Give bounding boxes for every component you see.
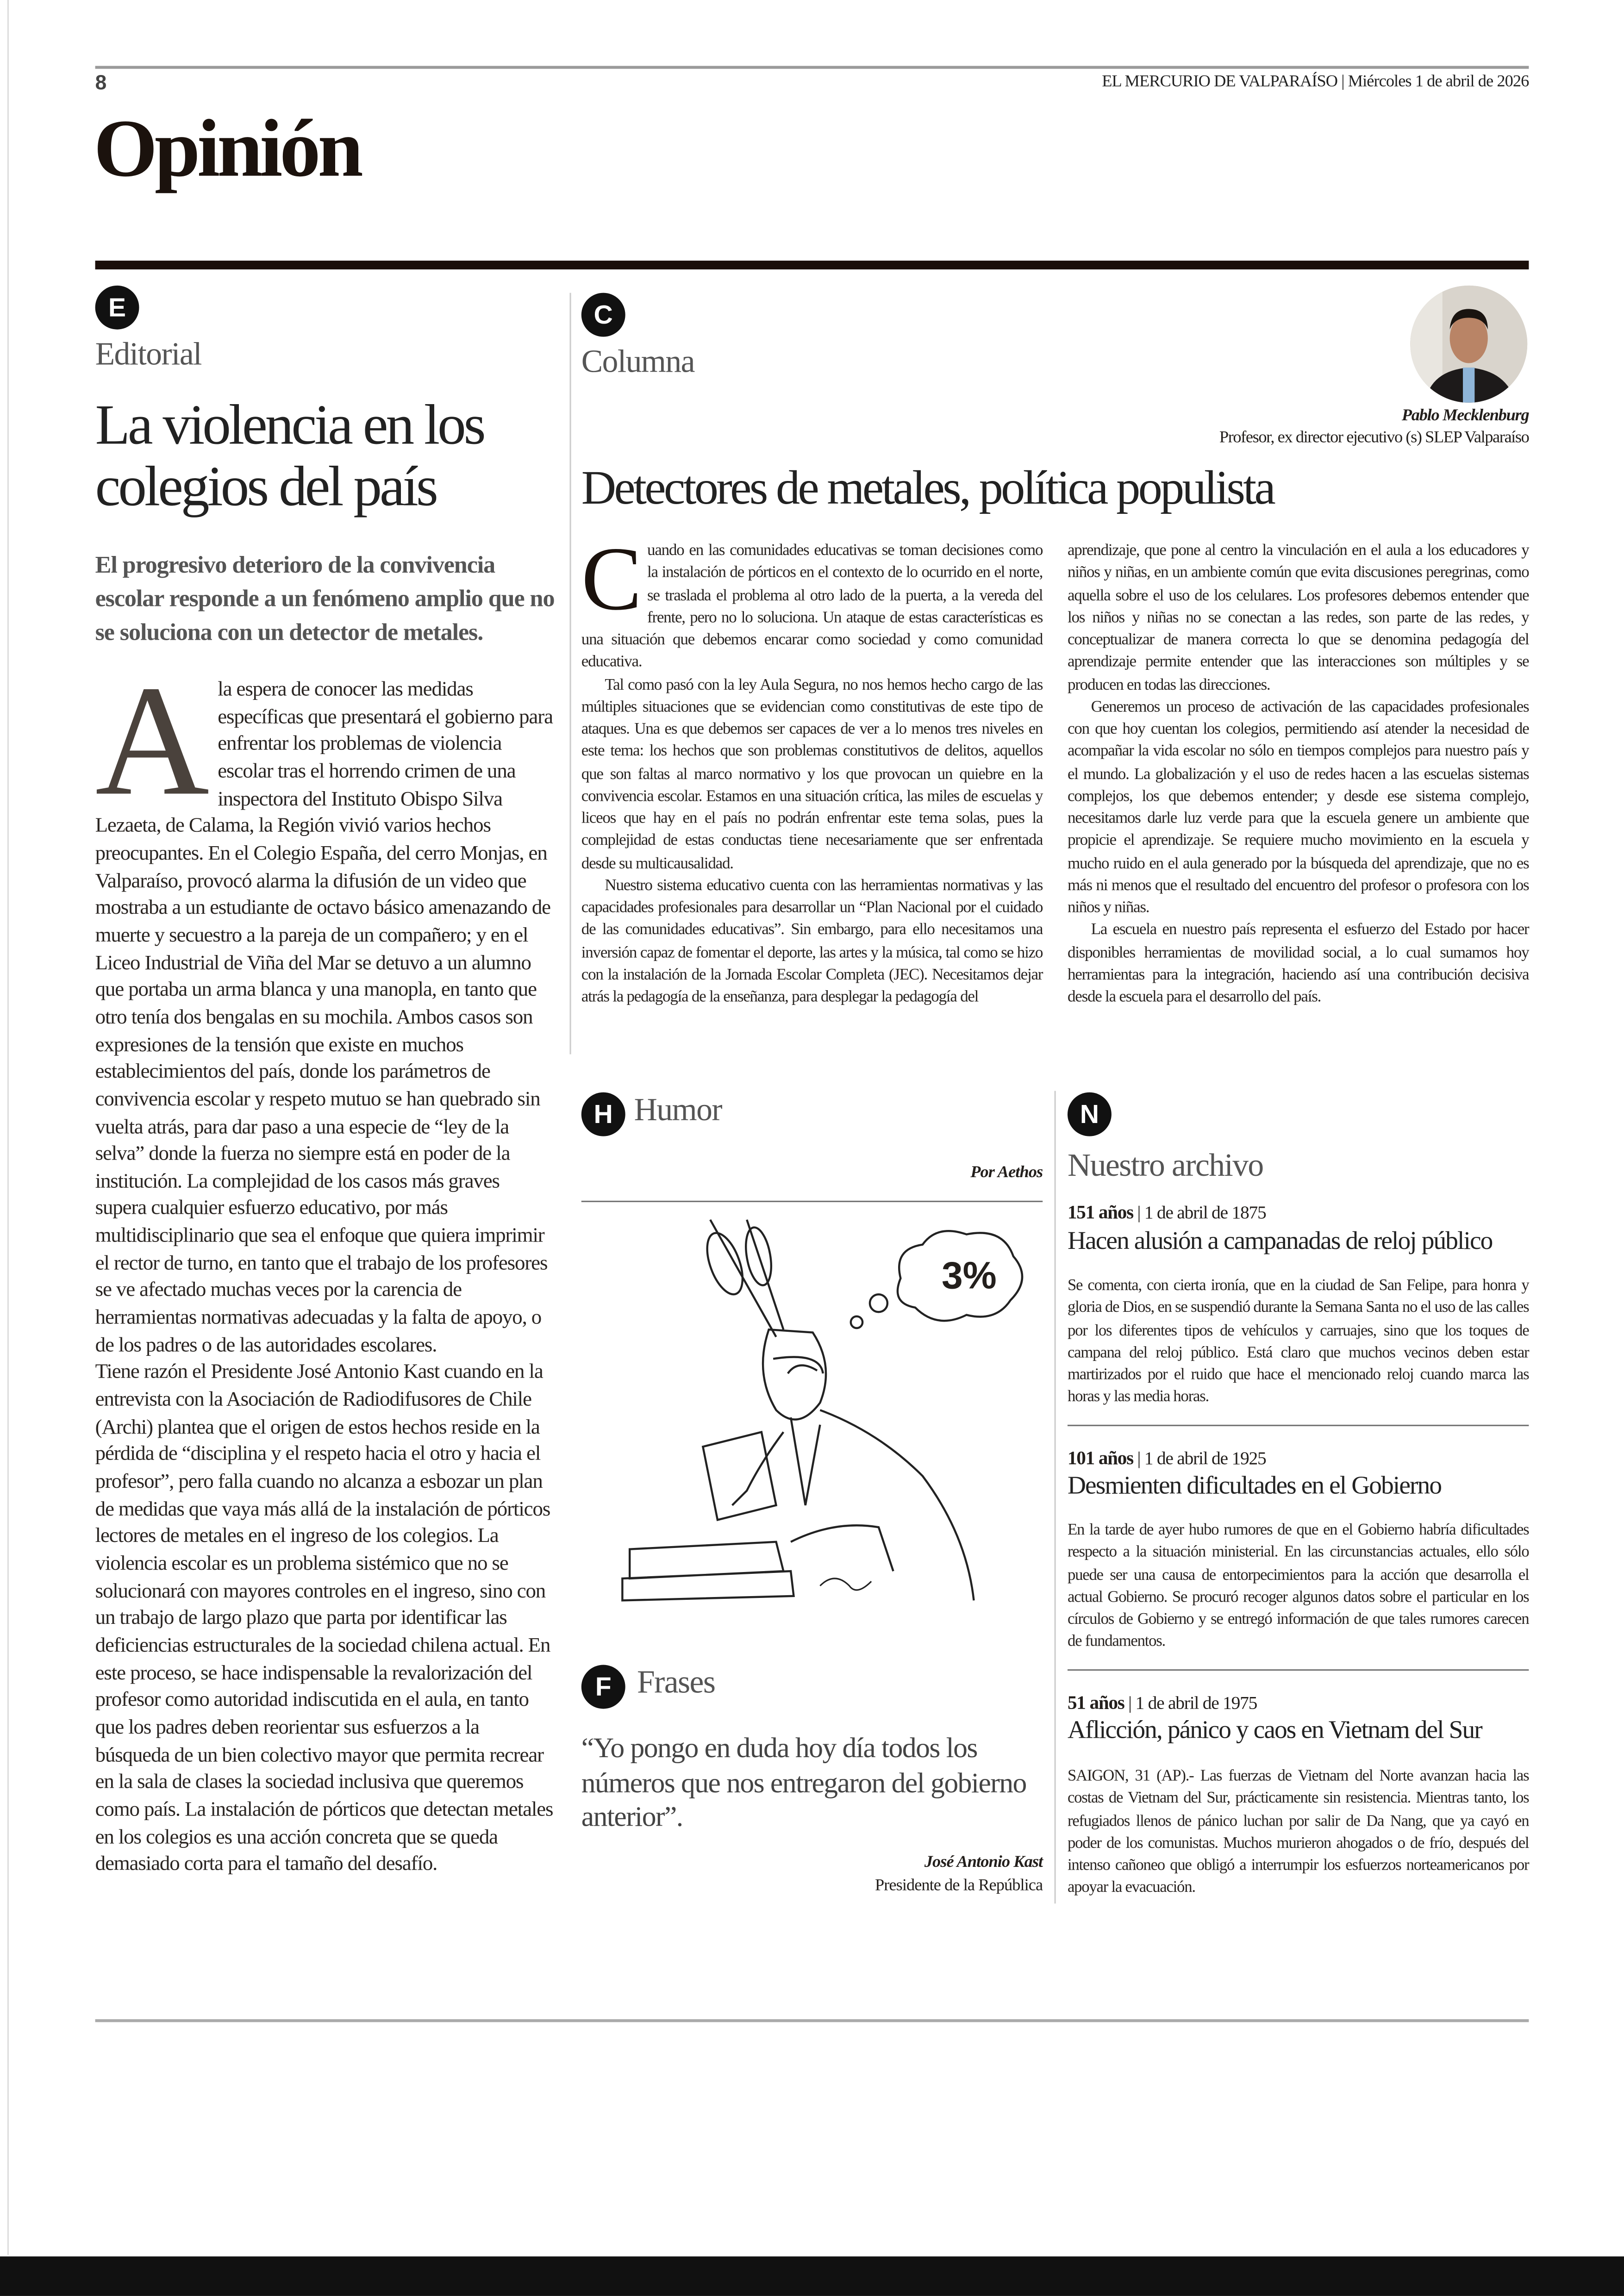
- editorial-body: [95, 654, 555, 1878]
- author-role: Profesor, ex director ejecutivo (s) SLEP Valparaíso: [1219, 429, 1529, 447]
- column-kicker: Columna: [581, 343, 694, 380]
- archive-years: 101 años: [1067, 1447, 1133, 1469]
- page-number: 8: [95, 70, 107, 94]
- archive-item-meta: 101 años | 1 de abril de 1925: [1067, 1447, 1266, 1469]
- cartoon: [600, 1212, 1032, 1610]
- editorial-kicker: Editorial: [95, 335, 201, 372]
- bottom-rule: [95, 2019, 1529, 2022]
- archive-body: En la tarde de ayer hubo rumores de que en el Gobierno habría dificultades respecto a la situación ministerial. En las circunstancias actuales, ello sólo puede ser una causa de entorpecimientos para la acción que desarrolla el actual Gobierno. Se procuró recoger algunos datos sobre el particular en los círculos de Gobierno y se entregó información de que tales rumores carecen de fundamentos.: [1067, 1521, 1529, 1651]
- archive-headline: Aflicción, pánico y caos en Vietnam del Sur: [1067, 1715, 1482, 1744]
- editorial-paragraph: Tiene razón el Presidente José Antonio Kast cuando en la entrevista con la Asociación de Radiodifusores de Chile (Archi) plantea que el origen de estos hechos reside en la pérdida de “disciplina y el respeto hacia el otro y hacia el profesor”, pero falla cuando no alcanza a esbozar un plan de medidas que vaya más allá de la instalación de pórticos lectores de metales en el ingreso de los colegios. La violencia escolar es un problema sistémico que no se solucionará con mayores controles en el ingreso, sino con un trabajo de largo plazo que parta por identificar las deficiencias estructurales de la sociedad chilena actual. En este proceso, se hace indispensable la revalorización del profesor como autoridad indiscutida en el aula, en tanto que los padres deben reorientar sus esfuerzos a la búsqueda de un bien colectivo mayor que permita recrear en la sala de clases la sociedad inclusiva que queremos como país. La instalación de pórticos que detectan metales en los colegios es una acción concreta que se queda demasiado corta para el tamaño del desafío.: [95, 1360, 553, 1876]
- drop-cap: C: [581, 530, 642, 630]
- masthead: EL MERCURIO DE VALPARAÍSO | Miércoles 1 de abril de 2026: [1102, 73, 1529, 91]
- editorial-paragraph: la espera de conocer las medidas específicas que presentará el gobierno para enfrentar los problemas de violencia escolar tras el horrendo crimen de una inspectora del Instituto Obispo Silva Lezaeta, de Calama, la Región vivió varios hechos preocupantes. En el Colegio España, del cerro Monjas, en Valparaíso, provocó alarma la difusión de un video que mostraba a un estudiante de octavo básico amenazando de muerte y secuestro a la pareja de un compañero; y en el Liceo Industrial de Viña del Mar se detuvo a un alumno que portaba un arma blanca y una manopla, en tanto que otro tenía dos bengalas en su mochila. Ambos casos son expresiones de la tensión que existe en muchos establecimientos del país, donde los parámetros de convivencia escolar y respeto mutuo se han quebrado sin vuelta atrás, para dar paso a una especie de “ley de la selva” donde la fuerza no siempre está en poder de la institución. La complejidad de los casos más graves supera cualquier esfuerzo educativo, por más multidisciplinario que sea el enfoque que quiera imprimir el rector de turno, en tanto que el trabajo de los profesores se ve afectado muchas veces por la carencia de herramientas normativas adecuadas y la falta de apoyo, o de los padres o de las autoridades escolares.: [95, 678, 553, 1357]
- archive-date: 1 de abril de 1925: [1144, 1448, 1266, 1469]
- archive-headline: Hacen alusión a campanadas de reloj público: [1067, 1225, 1493, 1255]
- archive-rule: [1068, 1425, 1529, 1426]
- editorial-badge: E: [95, 286, 139, 330]
- humor-credit: Por Aethos: [970, 1164, 1043, 1182]
- archive-years: 151 años: [1067, 1200, 1133, 1223]
- column-body-right: [1068, 540, 1529, 1009]
- column-paragraph: La escuela en nuestro país representa el esfuerzo del Estado por hacer disponibles herramientas de movilidad social, a lo cual sumamos hoy herramientas para la integración, haciendo así una contribución decisiva desde la escuela para el desarrollo del país.: [1067, 921, 1529, 1006]
- top-rule: [95, 66, 1529, 69]
- section-title: Opinión: [94, 104, 361, 195]
- humor-kicker: Humor: [634, 1091, 722, 1128]
- archive-item-meta: 151 años | 1 de abril de 1875: [1067, 1200, 1266, 1223]
- humor-badge: H: [581, 1092, 625, 1136]
- column-divider: [569, 293, 571, 1054]
- humor-rule: [581, 1201, 1043, 1202]
- archive-headline: Desmienten dificultades en el Gobierno: [1067, 1470, 1442, 1500]
- frases-author: José Antonio Kast: [924, 1853, 1043, 1872]
- archive-divider: [1055, 1091, 1056, 1904]
- frases-kicker: Frases: [637, 1663, 715, 1700]
- author-photo: [1410, 286, 1527, 403]
- cartoon-bubble-text: 3%: [941, 1253, 997, 1298]
- frases-quote: “Yo pongo en duda hoy día todos los números que nos entregaron del gobierno anterior”.: [581, 1734, 1026, 1834]
- bottom-bar: [0, 2256, 1624, 2296]
- drop-cap: A: [95, 654, 209, 829]
- author-portrait-icon: [1410, 286, 1527, 403]
- archive-date: 1 de abril de 1975: [1135, 1692, 1257, 1713]
- section-rule: [95, 261, 1529, 269]
- column-title: Detectores de metales, política populista: [581, 462, 1274, 516]
- column-paragraph: aprendizaje, que pone al centro la vinculación en el aula a los educadores y niños y niñas, en un ambiente común que evita discusiones peregrinas, como aquella sobre el uso de los celulares. Los profesores debemos entender que los niños y niñas no se conectan a las redes, son parte de las redes, y conceptualizar de manera correcta lo que se denomina pedagogía del aprendizaje permite entender que las interacciones son múltiples y se producen en todas las direcciones.: [1067, 542, 1529, 693]
- archive-item-meta: 51 años | 1 de abril de 1975: [1067, 1691, 1257, 1713]
- archive-kicker: Nuestro archivo: [1067, 1146, 1263, 1183]
- column-paragraph: uando en las comunidades educativas se toman decisiones como la instalación de pórticos en el contexto de lo ocurrido en el norte, se traslada el problema al otro lado de la puerta, a la vereda del frente, pero no lo soluciona. Un ataque de estas características es una situación que debemos encarar como sociedad y como comunidad educativa.: [581, 542, 1043, 671]
- page-edge: [7, 0, 9, 2255]
- column-paragraph: Nuestro sistema educativo cuenta con las herramientas normativas y las capacidades profesionales para desarrollar un “Plan Nacional por el cuidado de las comunidades educativas”. Sin embargo, para ello necesitamos una inversión capaz de fomentar el deporte, las artes y la música, tal como se hizo con la instalación de la Jornada Escolar Completa (JEC). Necesitamos dejar atrás la pedagogía de la enseñanza, para desplegar la pedagogía del: [581, 876, 1043, 1006]
- column-badge: C: [581, 293, 625, 337]
- column-body-left: [581, 530, 1043, 1009]
- editorial-title: La violencia en los colegios del país: [95, 393, 484, 518]
- archive-body: Se comenta, con cierta ironía, que en la ciudad de San Felipe, para honra y gloria de Dios, en se suspendió durante la Semana Santa no el uso de las calles por los diferentes tipos de vehículos y carruajes, sino que los toques de campana del reloj público. Está claro que muchos vecinos deben estar martirizados por el ruido que hace el mencionado reloj cuando marca las horas y las media horas.: [1067, 1277, 1529, 1407]
- column-paragraph: Tal como pasó con la ley Aula Segura, no nos hemos hecho cargo de las múltiples situaciones que se evidencian como constitutivas de este tipo de ataques. Una es que debemos ser capaces de ver a lo menos tres niveles en este tema: los hechos que son problemas constitutivos de delitos, aquellos que son faltas al marco normativo y los que provocan un quiebre en la convivencia escolar. Estamos en una situación crítica, las miles de escuelas y liceos que hay en el país no podrán enfrentar este tema solas, pues la complejidad de estas conductas tiene necesariamente que ser enfrentada desde su multicausalidad.: [581, 675, 1043, 872]
- column-paragraph: Generemos un proceso de activación de las capacidades profesionales con que hoy cuentan los colegios, permitiendo así atender la necesidad de acompañar la vida escolar no sólo en tiempos complejos para nuestro país y el mundo. La globalización y el uso de redes hacen a las escuelas sistemas complejos, los que debemos entender; y desde ese sistema complejo, necesitamos darle luz verde para que la escuela genere un ambiente que propicie el aprendizaje. Se requiere mucho movimiento en la escuela y mucho ruido en el aula generado por la búsqueda del aprendizaje, que no es más ni menos que el resultado del encuentro del profesor o profesora con los niños y niñas.: [1067, 698, 1529, 917]
- author-name: Pablo Mecklenburg: [1401, 407, 1529, 425]
- editorial-lead: El progresivo deterioro de la convivencia escolar responde a un fenómeno amplio que no se soluciona con un detector de metales.: [95, 550, 555, 646]
- archive-years: 51 años: [1067, 1691, 1124, 1713]
- archive-date: 1 de abril de 1875: [1144, 1202, 1266, 1223]
- frases-role: Presidente de la República: [874, 1877, 1043, 1895]
- archive-badge: N: [1068, 1092, 1112, 1136]
- archive-body: SAIGON, 31 (AP).- Las fuerzas de Vietnam del Norte avanzan hacia las costas de Vietnam del Sur, prácticamente sin resistencia. Mientras tanto, los refugiados llenos de pánico luchan por salir de Da Nang, que ya cayó en poder de los comunistas. Muchos murieron ahogados o de frío, después del intenso cañoneo que obligó a interrumpir los esfuerzos norteamericanos por apoyar la evacuación.: [1067, 1767, 1529, 1897]
- frases-badge: F: [581, 1665, 625, 1709]
- archive-rule: [1068, 1669, 1529, 1671]
